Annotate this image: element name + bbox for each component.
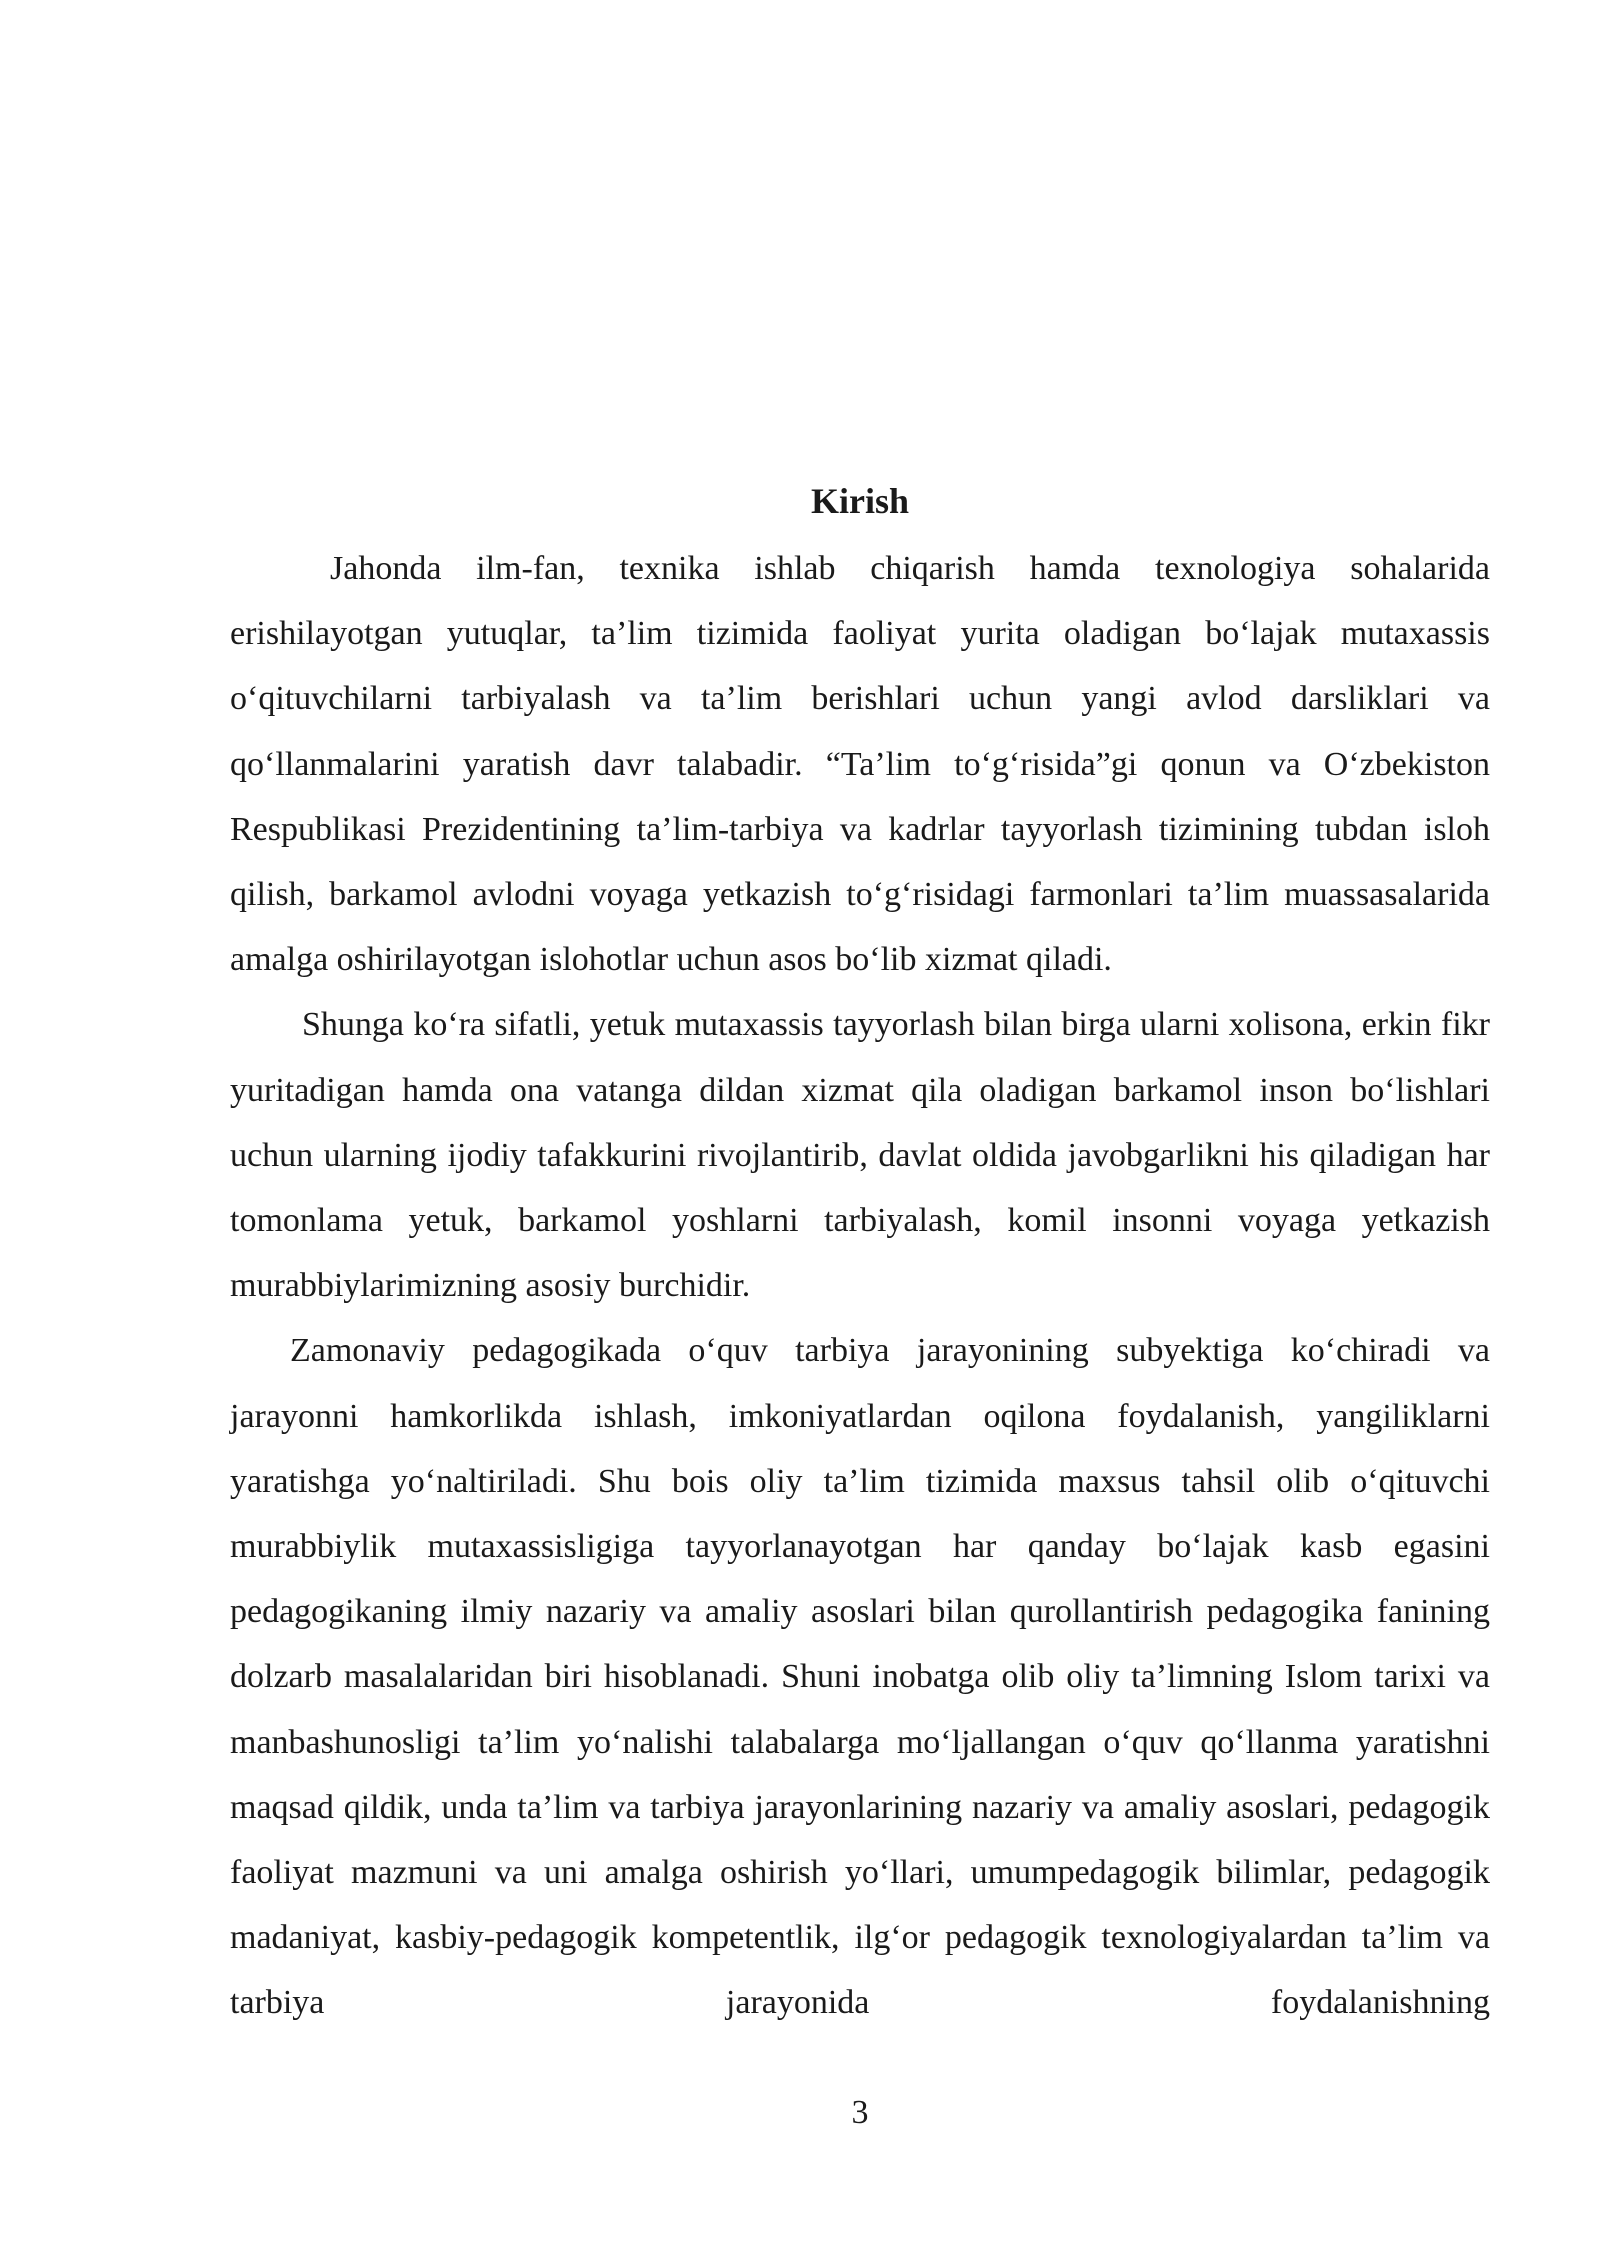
section-heading: Kirish — [810, 481, 909, 521]
body-text — [230, 536, 1490, 2036]
paragraph-intro: Jahonda ilm-fan, texnika ishlab chiqarish hamda texnologiya sohalarida erishilayotgan yutuqlar, ta’lim tizimida faoliyat yurita oladigan bo‘lajak mutaxassis o‘qituvchilarni tarbiyalash va ta’lim berishlari uchun yangi avlod darsliklari va qo‘llanmalarini yaratish davr talabadir. “Ta’lim to‘g‘risida”gi qonun va O‘zbekiston Respublikasi Prezidentining ta’lim-tarbiya va kadrlar tayyorlash tizimining tubdan isloh qilish, barkamol avlodni voyaga yetkazish to‘g‘risidagi farmonlari ta’lim muassasalarida amalga oshirilayotgan islohotlar uchun asos bo‘lib xizmat qiladi. — [230, 550, 1490, 979]
page-number: 3 — [851, 2094, 869, 2131]
paragraph-third: Zamonaviy pedagogikada o‘quv tarbiya jarayonining subyektiga ko‘chiradi va jarayonni hamkorlikda ishlash, imkoniyatlardan oqilona foydalanish, yangiliklarni yaratishga yo‘naltiriladi. Shu bois oliy ta’lim tizimida maxsus tahsil olib o‘qituvchi murabbiylik mutaxassisligiga tayyorlanayotgan har qanday bo‘lajak kasb egasini pedagogikaning ilmiy nazariy va amaliy asoslari bilan qurollantirish pedagogika fanining dolzarb masalalaridan biri hisoblanadi. Shuni inobatga olib oliy ta’limning Islom tarixi va manbashunosligi ta’lim yo‘nalishi talabalarga mo‘ljallangan o‘quv qo‘llanma yaratishni maqsad qildik, unda ta’lim va tarbiya jarayonlarining nazariy va amaliy asoslari, pedagogik faoliyat mazmuni va uni amalga oshirish yo‘llari, umumpedagogik bilimlar, pedagogik madaniyat, kasbiy-pedagogik kompetentlik, ilg‘or pedagogik texnologiyalardan ta’lim va tarbiya jarayonida foydalanishning — [230, 1332, 1490, 2022]
paragraph-second: Shunga ko‘ra sifatli, yetuk mutaxassis tayyorlash bilan birga ularni xolisona, erkin fikr yuritadigan hamda ona vatanga dildan xizmat qila oladigan barkamol inson bo‘lishlari uchun ularning ijodiy tafakkurini rivojlantirib, davlat oldida javobgarlikni his qiladigan har tomonlama yetuk, barkamol yoshlarni tarbiyalash, komil insonni voyaga yetkazish murabbiylarimizning asosiy burchidir. — [230, 1006, 1490, 1305]
